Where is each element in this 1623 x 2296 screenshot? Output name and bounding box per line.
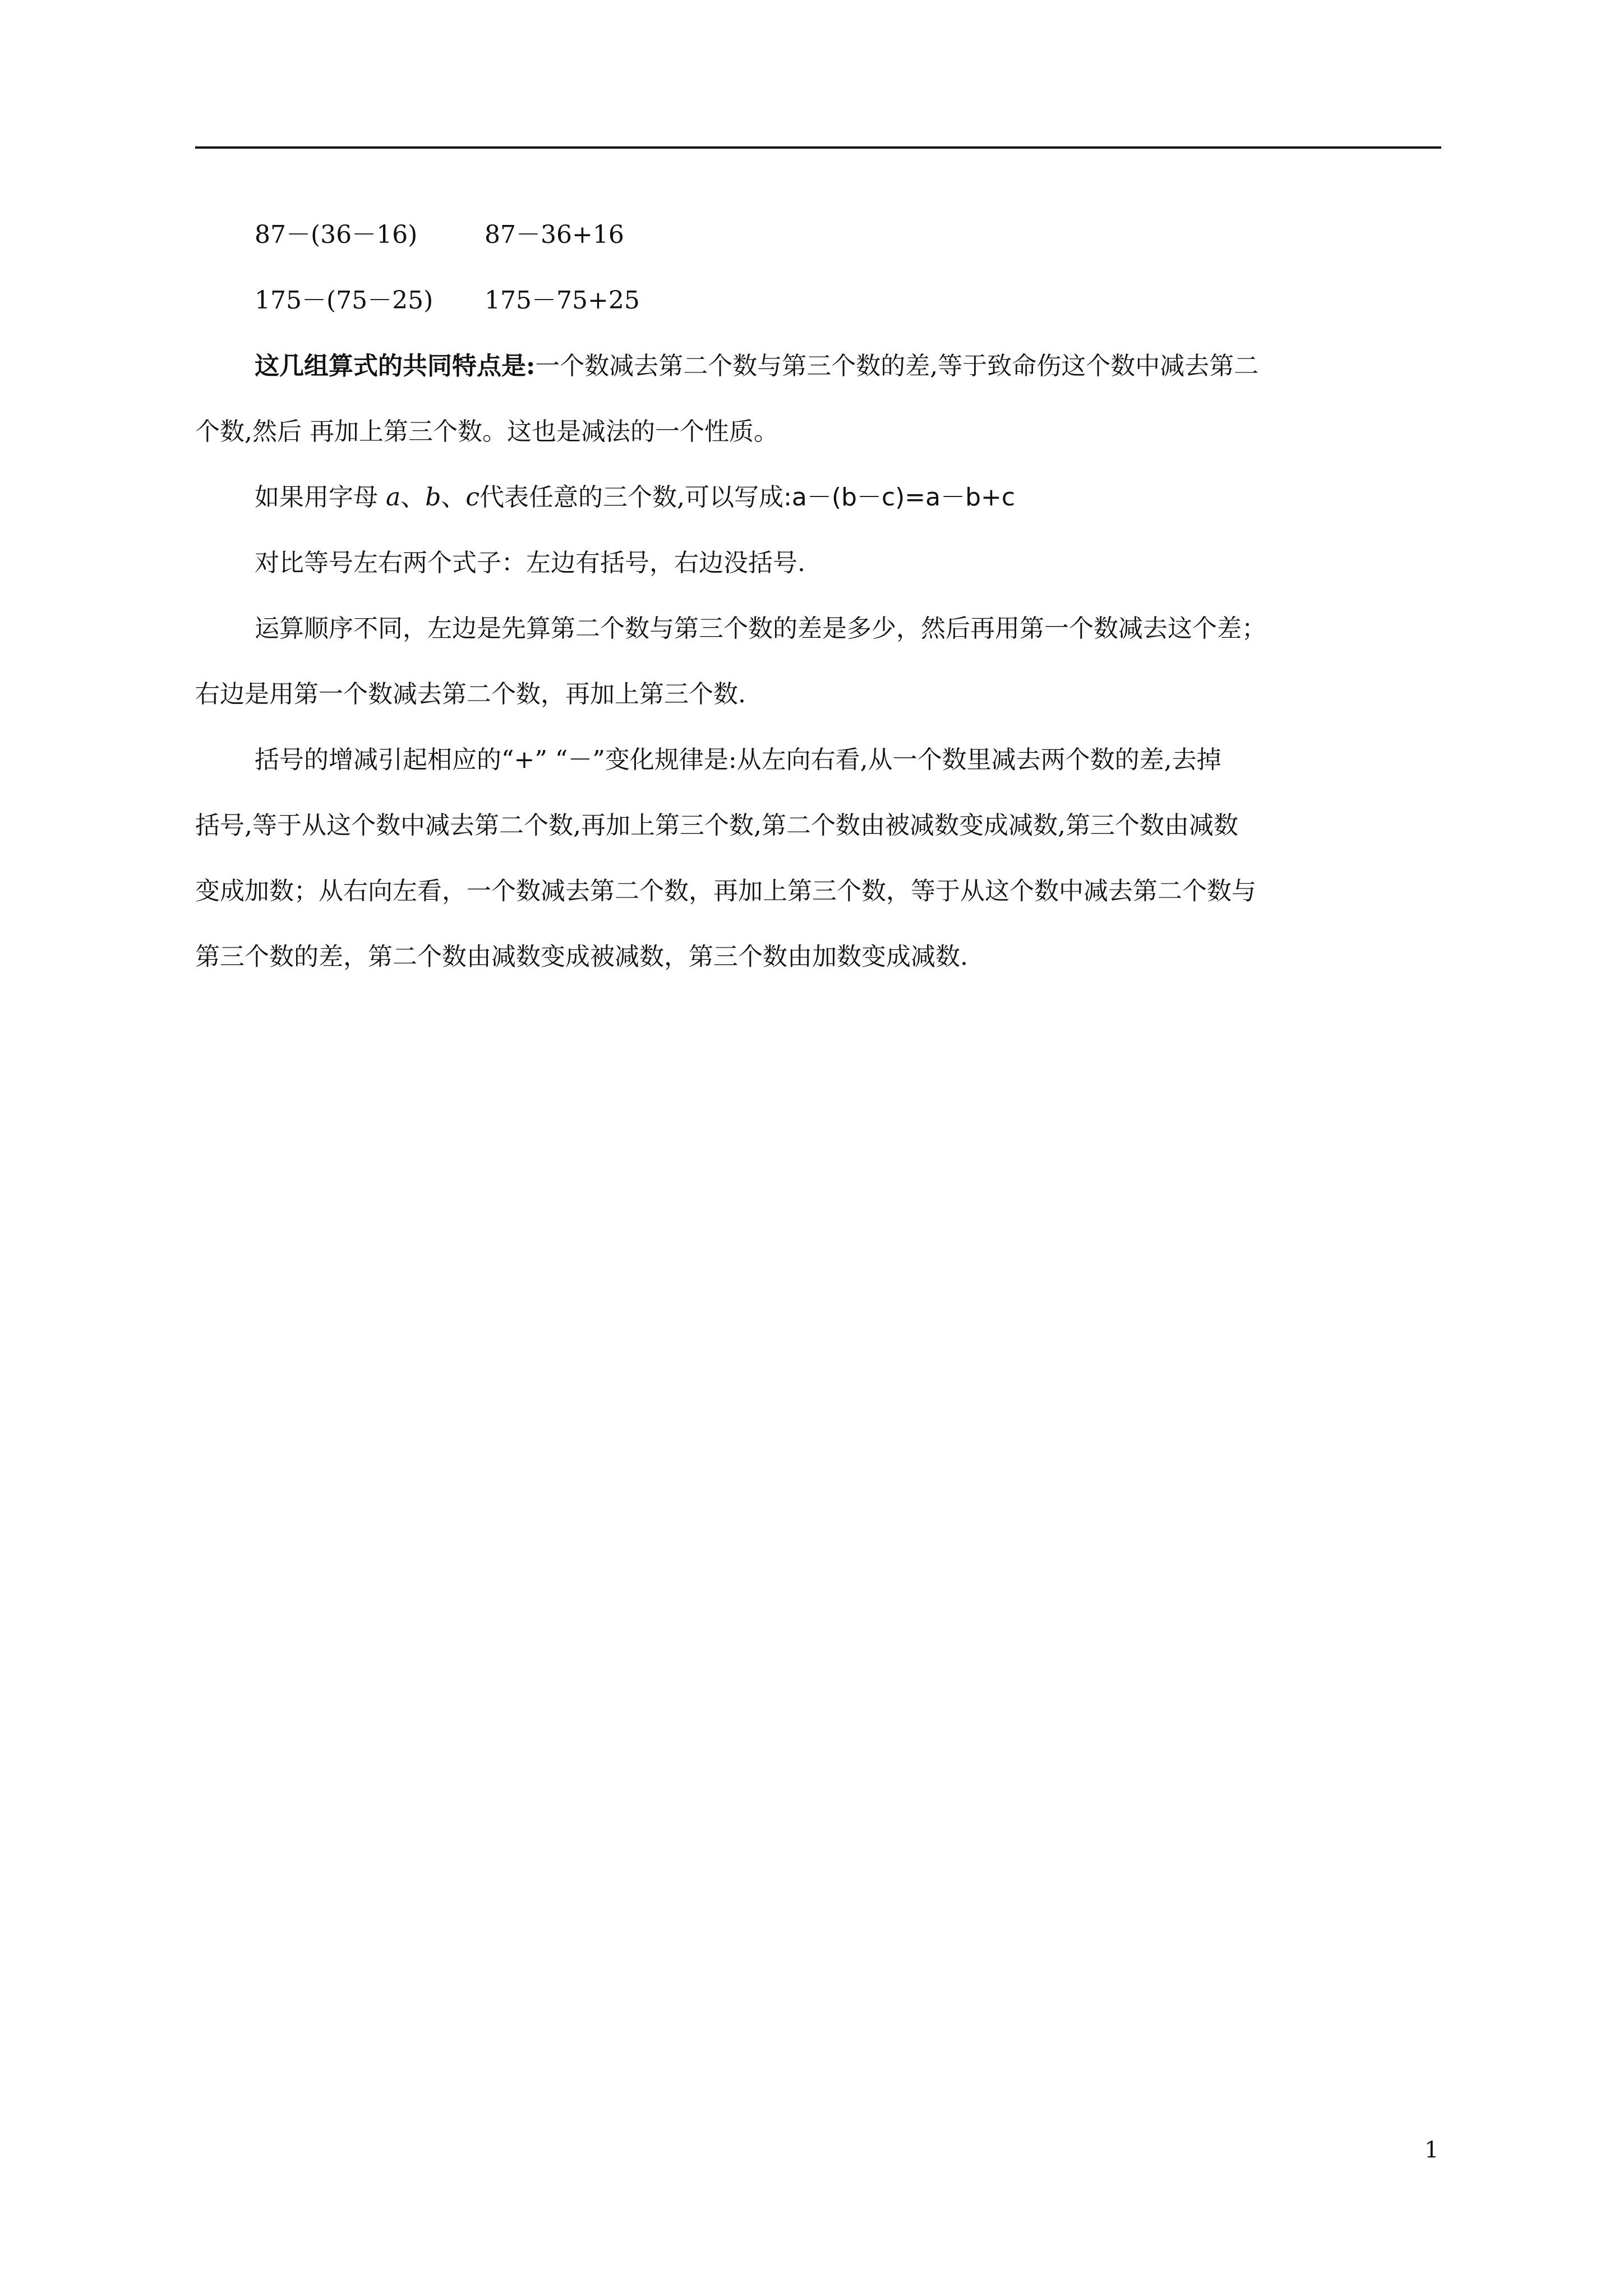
property-paragraph-line-2: 个数,然后 再加上第三个数。这也是减法的一个性质。 [195,417,778,446]
rule-paragraph-line-3: 变成加数；从右向左看，一个数减去第二个数，再加上第三个数，等于从这个数中减去第二个数与 [195,877,1256,905]
letter-c: c [465,483,480,512]
letters-separator: 、 [441,483,466,512]
rule-paragraph-line-1: 括号的增减引起相应的“+” “－”变化规律是:从左向右看,从一个数里减去两个数的差,去掉 [255,746,1221,774]
property-text: 一个数减去第二个数与第三个数的差,等于致命伤这个数中减去第二 [535,352,1259,380]
letters-separator: 、 [400,483,426,512]
property-paragraph-line-1 [195,333,1441,399]
expression-row-2 [195,268,1441,333]
expression-row-1 [195,202,1441,268]
rule-paragraph-line-2: 括号,等于从这个数中减去第二个数,再加上第三个数,第二个数由被减数变成减数,第三个数由减数 [195,811,1238,840]
letter-b: b [425,483,441,512]
formula: :a－(b－c)=a－b+c [783,483,1016,512]
expression-right: 87－36+16 [485,220,624,249]
letters-paragraph [195,464,1441,530]
order-paragraph-line-1: 运算顺序不同，左边是先算第二个数与第三个数的差是多少，然后再用第一个数减去这个差； [255,614,1266,643]
page-number: 1 [1424,2137,1439,2163]
letters-prefix: 如果用字母 [255,483,378,512]
order-paragraph-line-2: 右边是用第一个数减去第二个数，再加上第三个数. [195,680,746,708]
property-lead: 这几组算式的共同特点是: [255,352,536,380]
compare-paragraph: 对比等号左右两个式子：左边有括号，右边没括号. [255,549,805,577]
header-rule [195,146,1441,149]
letters-suffix: 代表任意的三个数,可以写成 [479,483,784,512]
rule-paragraph-line-4: 第三个数的差，第二个数由减数变成被减数，第三个数由加数变成减数. [195,942,968,971]
document-body [195,202,1441,990]
expression-right: 175－75+25 [485,286,640,315]
expression-left: 87－(36－16) [255,220,418,249]
letter-a: a [386,483,401,512]
expression-left: 175－(75－25) [255,286,434,315]
